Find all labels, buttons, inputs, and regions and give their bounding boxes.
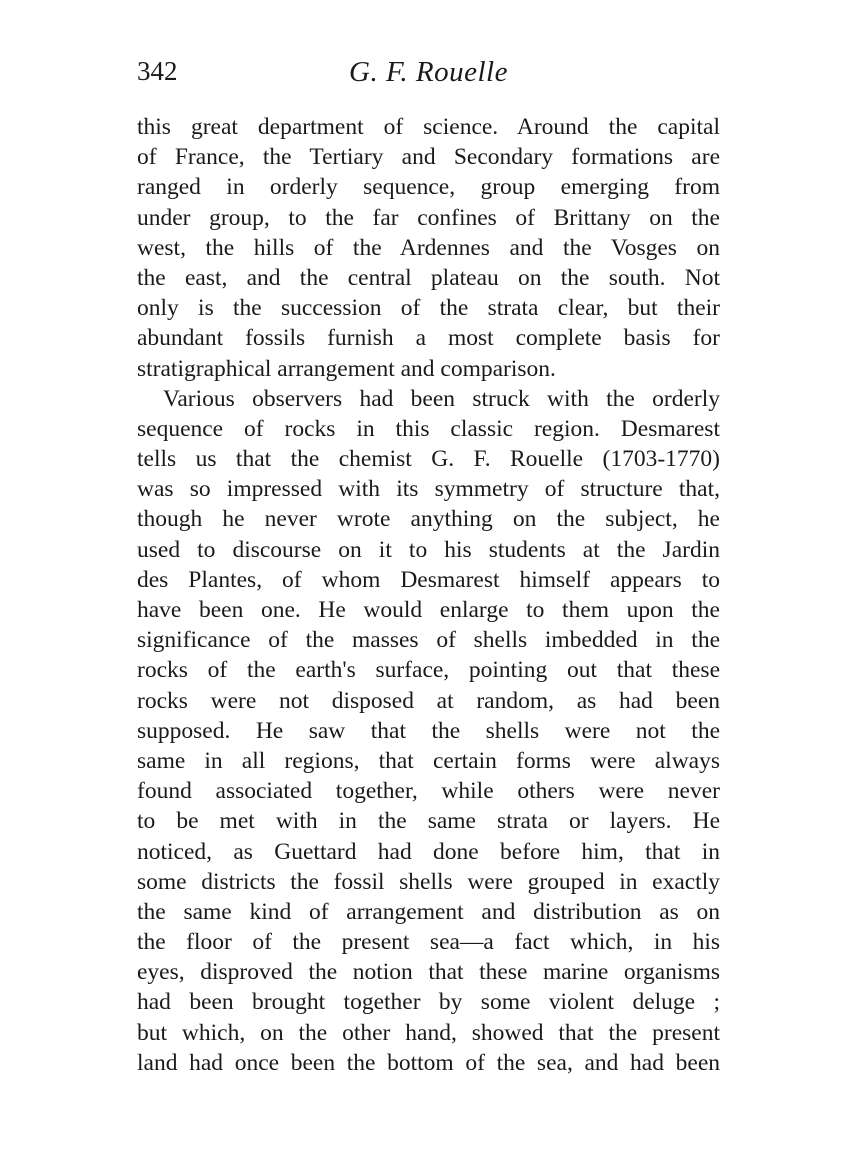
text-line: noticed, as Guettard had done before him, that in — [137, 838, 720, 865]
text-line: the east, and the central plateau on the south. Not — [137, 264, 720, 291]
paragraph-2 — [137, 384, 720, 1078]
text-line: found associated together, while others were never — [137, 778, 720, 805]
text-line: supposed. He saw that the shells were not the — [137, 717, 720, 744]
text-line: abundant fossils furnish a most complete basis for — [137, 325, 720, 352]
text-line: west, the hills of the Ardennes and the Vosges on — [137, 234, 720, 261]
text-line: this great department of science. Around the capital — [137, 114, 720, 140]
text-line: have been one. He would enlarge to them upon the — [137, 597, 720, 623]
text-line: same in all regions, that certain forms were always — [137, 747, 720, 774]
text-line: but which, on the other hand, showed that the present — [137, 1019, 720, 1046]
text-line: to be met with in the same strata or layers. He — [137, 808, 720, 835]
text-line: used to discourse on it to his students at the Jardin — [137, 536, 720, 563]
text-line: rocks of the earth's surface, pointing out that these — [137, 657, 720, 684]
text-line: significance of the masses of shells imbedded in the — [137, 627, 720, 654]
text-line: of France, the Tertiary and Secondary formations are — [137, 144, 720, 171]
text-line: the floor of the present sea—a fact which, in his — [137, 929, 720, 956]
text-line: sequence of rocks in this classic region. Desmarest — [137, 415, 720, 442]
paragraph-1 — [137, 112, 720, 384]
text-line: had been brought together by some violent deluge ; — [137, 989, 720, 1016]
text-line: was so impressed with its symmetry of structure that, — [137, 476, 720, 503]
running-title: G. F. Rouelle — [349, 56, 508, 88]
text-line: under group, to the far confines of Brittany on the — [137, 204, 720, 231]
text-line: Various observers had been struck with the orderly — [163, 385, 720, 412]
text-line: des Plantes, of whom Desmarest himself appears to — [137, 566, 720, 593]
text-line: some districts the fossil shells were grouped in exactly — [137, 868, 720, 895]
text-line: land had once been the bottom of the sea, and had been — [137, 1049, 720, 1076]
text-line: tells us that the chemist G. F. Rouelle (1703-1770) — [137, 446, 720, 473]
text-line: the same kind of arrangement and distribution as on — [137, 898, 720, 925]
text-line: ranged in orderly sequence, group emerging from — [137, 174, 720, 201]
text-line: though he never wrote anything on the subject, he — [137, 506, 720, 533]
running-head — [137, 56, 720, 96]
text-line: eyes, disproved the notion that these marine organisms — [137, 959, 720, 986]
body-text — [137, 112, 720, 1078]
text-line: stratigraphical arrangement and comparison. — [137, 355, 556, 382]
text-line: rocks were not disposed at random, as had been — [137, 687, 720, 714]
text-line: only is the succession of the strata clear, but their — [137, 295, 720, 322]
page-number: 342 — [137, 56, 178, 86]
